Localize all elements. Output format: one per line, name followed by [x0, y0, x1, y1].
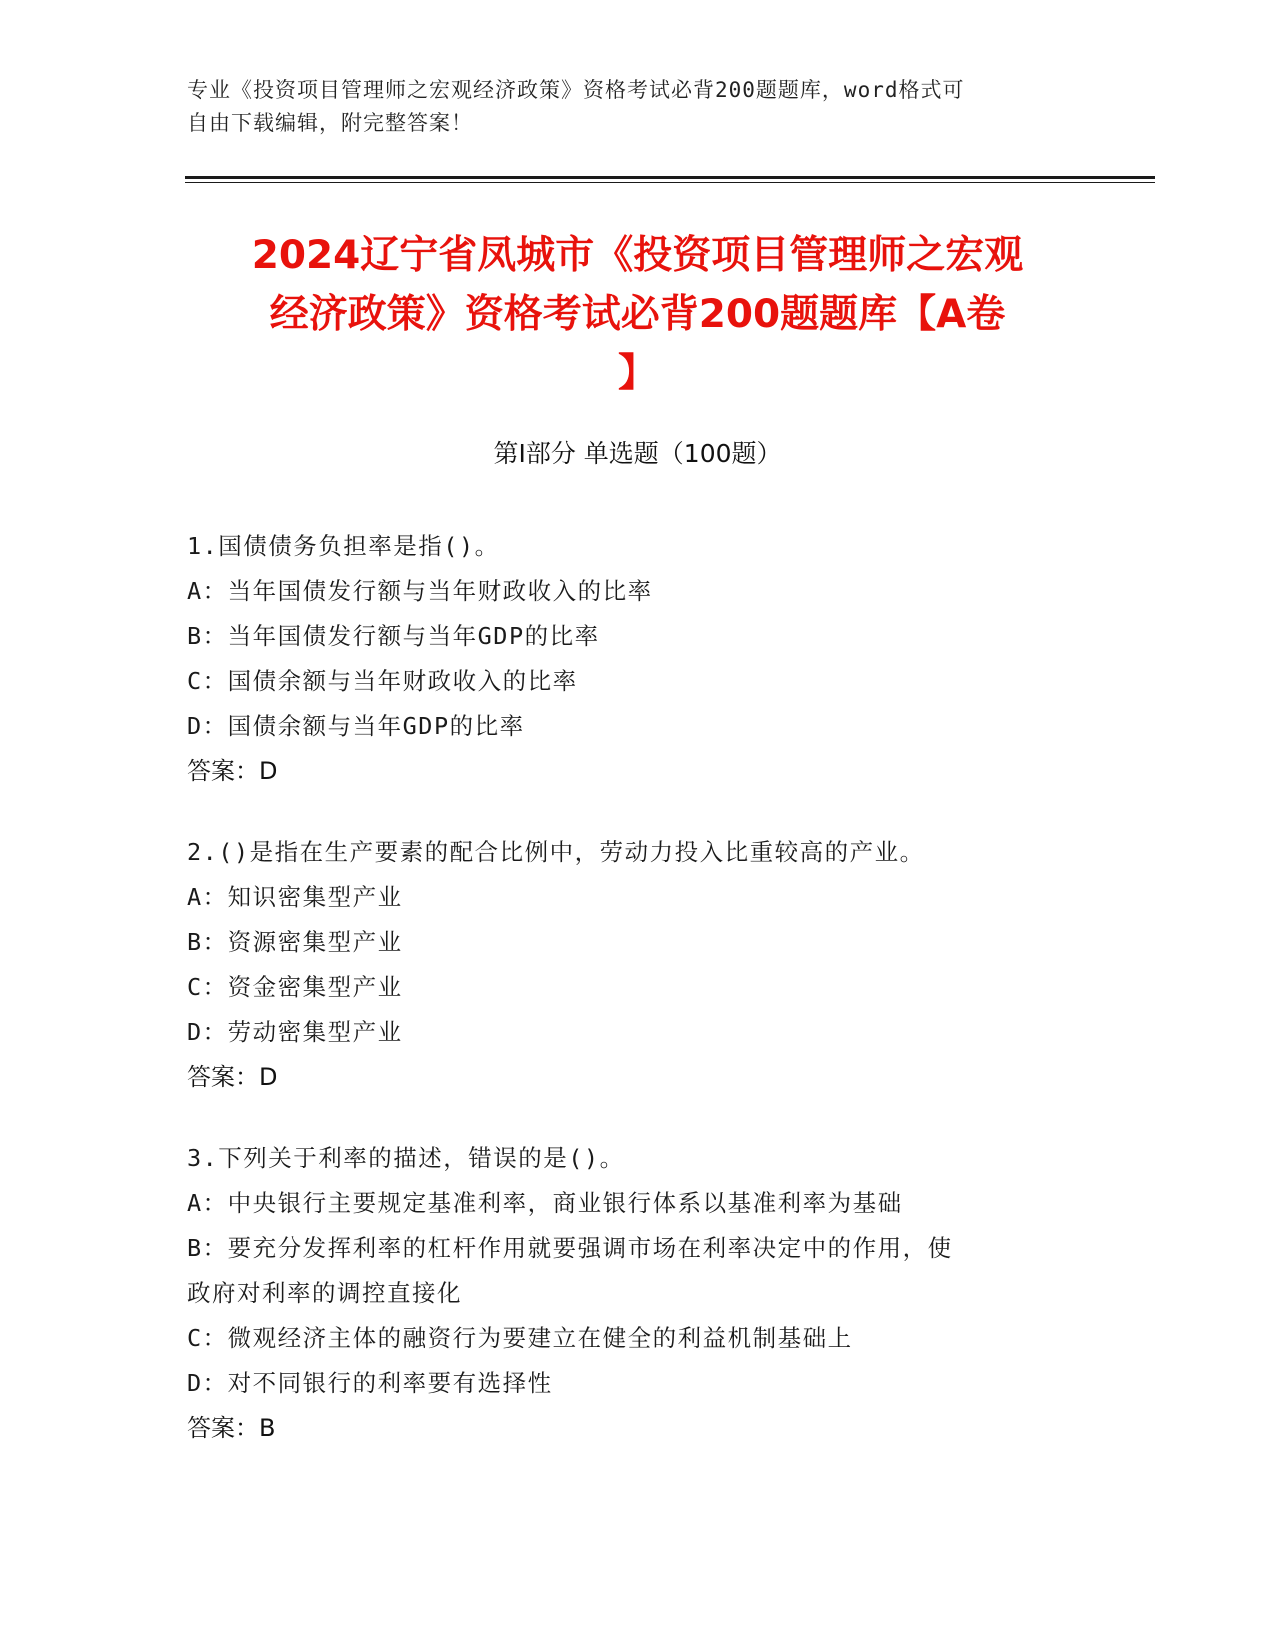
option-a: A：知识密集型产业 — [187, 883, 403, 911]
option-c: C：微观经济主体的融资行为要建立在健全的利益机制基础上 — [187, 1324, 853, 1352]
title-line: 】 — [617, 351, 657, 396]
section-heading: 第Ⅰ部分 单选题（100题） — [493, 439, 782, 468]
header-divider-thin — [185, 182, 1155, 183]
question-block — [187, 1136, 1087, 1451]
header-note-line: 专业《投资项目管理师之宏观经济政策》资格考试必背200题题库，word格式可 — [187, 78, 965, 102]
option-c: C：国债余额与当年财政收入的比率 — [187, 667, 578, 695]
question-stem: 2.()是指在生产要素的配合比例中，劳动力投入比重较高的产业。 — [187, 838, 925, 866]
header-note — [187, 74, 1087, 140]
title-line: 经济政策》资格考试必背200题题库【A卷 — [269, 292, 1006, 337]
option-d: D：对不同银行的利率要有选择性 — [187, 1369, 553, 1397]
header-divider-thick — [185, 176, 1155, 179]
answer-label: 答案：D — [187, 757, 278, 785]
option-b: B：当年国债发行额与当年GDP的比率 — [187, 622, 600, 650]
option-b: B：要充分发挥利率的杠杆作用就要强调市场在利率决定中的作用，使 — [187, 1234, 953, 1262]
option-b: B：资源密集型产业 — [187, 928, 403, 956]
answer-label: 答案：D — [187, 1063, 278, 1091]
option-a: A：中央银行主要规定基准利率，商业银行体系以基准利率为基础 — [187, 1189, 903, 1217]
option-c: C：资金密集型产业 — [187, 973, 403, 1001]
title-line: 2024辽宁省凤城市《投资项目管理师之宏观 — [251, 233, 1024, 278]
question-block — [187, 830, 1087, 1100]
option-a: A：当年国债发行额与当年财政收入的比率 — [187, 577, 653, 605]
option-d: D：劳动密集型产业 — [187, 1018, 403, 1046]
question-stem: 1.国债债务负担率是指()。 — [187, 532, 500, 560]
question-block — [187, 524, 1087, 794]
document-title — [185, 226, 1090, 403]
option-d: D：国债余额与当年GDP的比率 — [187, 712, 525, 740]
header-note-line: 自由下载编辑，附完整答案！ — [187, 111, 473, 135]
answer-label: 答案：B — [187, 1414, 276, 1442]
option-b-continued: 政府对利率的调控直接化 — [187, 1279, 462, 1307]
question-stem: 3.下列关于利率的描述，错误的是()。 — [187, 1144, 625, 1172]
